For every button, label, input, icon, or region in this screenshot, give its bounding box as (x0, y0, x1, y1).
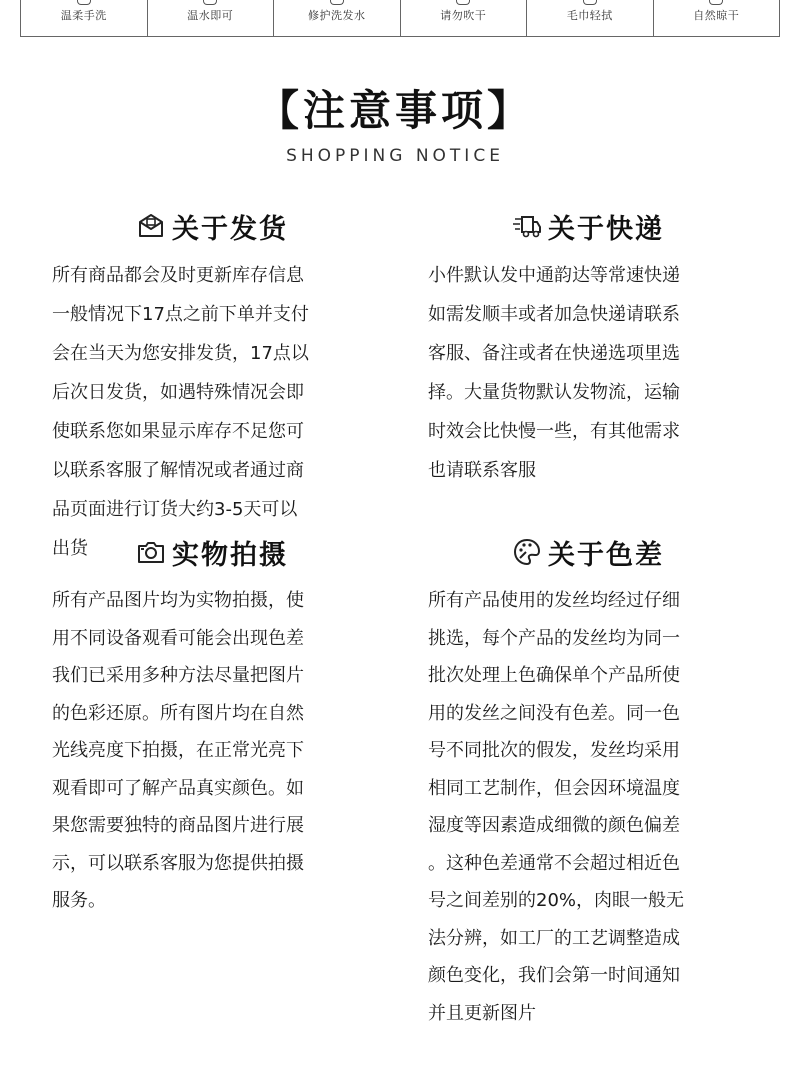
section-body (52, 256, 372, 568)
section-body (428, 582, 748, 1032)
section-title: 实物拍摄 (172, 539, 288, 571)
care-item-label: 毛巾轻拭 (566, 9, 613, 22)
body-line: 所有产品图片均为实物拍摄，使 (52, 590, 304, 611)
body-line: 的色彩还原。所有图片均在自然 (52, 702, 304, 724)
section-body (428, 256, 748, 490)
body-line: 并且更新图片 (428, 1002, 536, 1024)
body-line: 如需发顺丰或者加急快递请联系 (428, 304, 680, 325)
page-title: 【注意事项】 (256, 86, 533, 135)
care-item-label: 温柔手洗 (60, 9, 107, 22)
body-line: 一般情况下17点之前下单并支付 (52, 304, 309, 325)
body-line: 会在当天为您安排发货，17点以 (52, 343, 309, 364)
section-title: 关于发货 (172, 213, 288, 245)
body-line: 所有产品使用的发丝均经过仔细 (428, 590, 680, 611)
section-express (428, 206, 748, 490)
care-item (654, 0, 780, 36)
towel-icon (583, 0, 597, 5)
body-line: 所有商品都会及时更新库存信息 (52, 265, 304, 286)
air-dry-icon (709, 0, 723, 5)
palette-icon (512, 537, 542, 567)
care-item-label: 修护洗发水 (308, 9, 366, 22)
section-color (428, 532, 748, 1032)
section-title: 关于快递 (548, 213, 664, 245)
warm-water-icon (203, 0, 217, 5)
no-blow-dry-icon (456, 0, 470, 5)
section-title: 关于色差 (548, 539, 664, 571)
shampoo-icon (330, 0, 344, 5)
care-item (527, 0, 654, 36)
package-box-icon (136, 211, 166, 241)
section-header (428, 206, 748, 246)
body-line: 服务。 (52, 890, 106, 911)
body-line: 湿度等因素造成细微的颜色偏差 (428, 815, 680, 836)
hand-wash-icon (77, 0, 91, 5)
body-line: 号不同批次的假发，发丝均采用 (428, 740, 680, 761)
body-line: 。这种色差通常不会超过相近色 (428, 852, 680, 874)
care-item-label: 请勿吹干 (440, 9, 487, 22)
section-header (428, 532, 748, 572)
section-body (52, 582, 372, 920)
section-shipping (52, 206, 372, 568)
body-line: 使联系您如果显示库存不足您可 (52, 421, 304, 442)
body-line: 以联系客服了解情况或者通过商 (52, 460, 304, 481)
body-line: 号之间差别的20%，肉眼一般无 (428, 890, 685, 911)
care-item-label: 自然晾干 (693, 9, 740, 22)
care-item (21, 0, 148, 36)
body-line: 用的发丝之间没有色差。同一色 (428, 702, 680, 724)
body-line: 也请联系客服 (428, 460, 536, 481)
body-line: 挑选，每个产品的发丝均为同一 (428, 627, 680, 649)
care-item (148, 0, 275, 36)
body-line: 示，可以联系客服为您提供拍摄 (52, 852, 304, 874)
body-line: 观看即可了解产品真实颜色。如 (52, 777, 304, 799)
delivery-truck-icon (512, 211, 542, 241)
body-line: 后次日发货，如遇特殊情况会即 (52, 382, 304, 403)
care-item (274, 0, 401, 36)
section-photo (52, 532, 372, 920)
body-line: 颜色变化，我们会第一时间通知 (428, 965, 680, 986)
body-line: 时效会比快慢一些，有其他需求 (428, 421, 680, 442)
body-line: 择。大量货物默认发物流，运输 (428, 382, 680, 403)
body-line: 相同工艺制作，但会因环境温度 (428, 777, 680, 799)
body-line: 我们已采用多种方法尽量把图片 (52, 665, 304, 686)
care-item (401, 0, 528, 36)
body-line: 批次处理上色确保单个产品所使 (428, 665, 680, 686)
body-line: 小件默认发中通韵达等常速快递 (428, 265, 680, 286)
body-line: 品页面进行订货大约3-5天可以 (52, 499, 298, 520)
body-line: 法分辨，如工厂的工艺调整造成 (428, 927, 680, 949)
page-subtitle: SHOPPING NOTICE (286, 146, 504, 166)
section-header (52, 206, 372, 246)
section-header (52, 532, 372, 572)
body-line: 用不同设备观看可能会出现色差 (52, 627, 304, 649)
body-line: 出货 (52, 538, 88, 559)
body-line: 果您需要独特的商品图片进行展 (52, 815, 304, 836)
care-instructions-strip (20, 0, 780, 37)
camera-icon (136, 537, 166, 567)
body-line: 客服、备注或者在快递选项里选 (428, 343, 680, 364)
care-item-label: 温水即可 (187, 9, 234, 22)
body-line: 光线亮度下拍摄，在正常光亮下 (52, 740, 304, 761)
